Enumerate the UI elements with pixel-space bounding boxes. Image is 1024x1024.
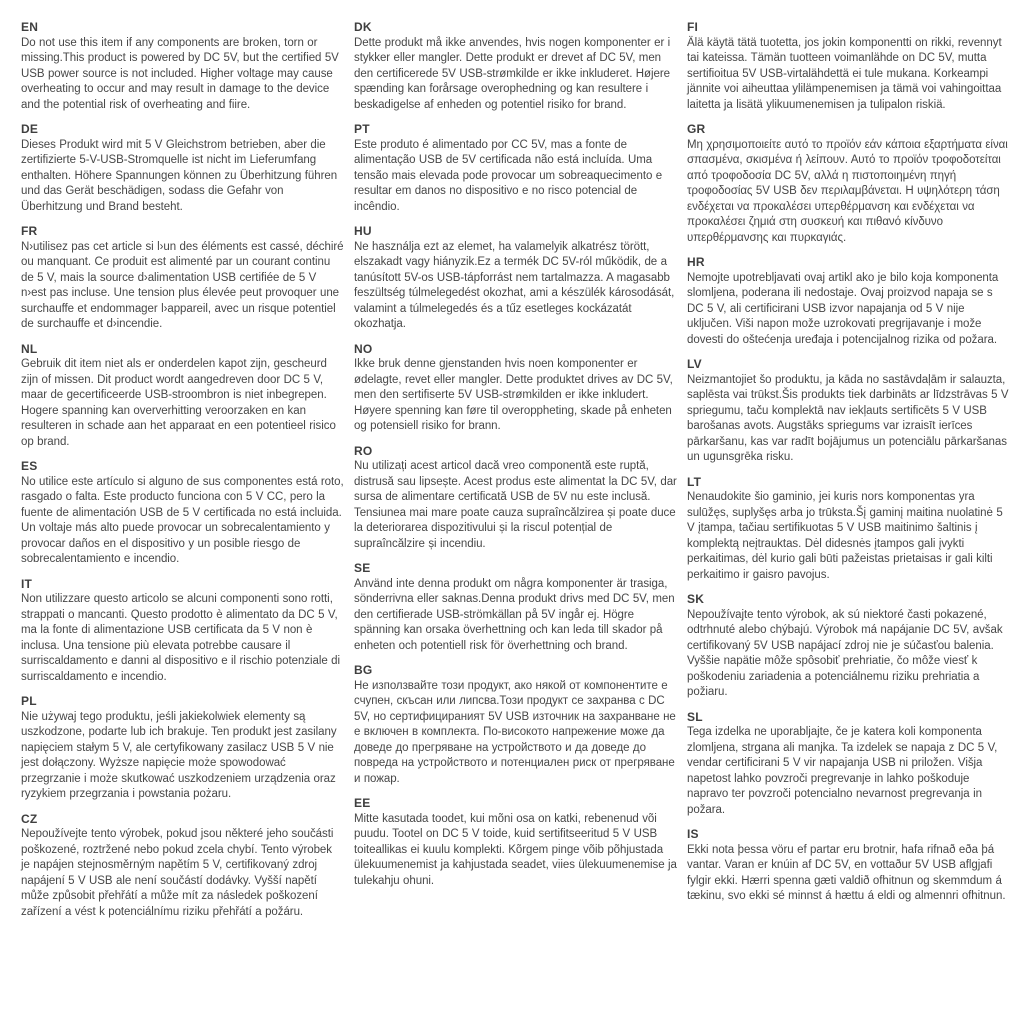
language-warning-text: N›utilisez pas cet article si l›un des éléments est cassé, déchiré ou manquant. Ce produit est alimenté par un courant continu de 5 V, mais la source d›alimentation USB certifiée de 5 V n›est pas incluse. Une tension plus élevée peut provoquer une surchauffe et endommager l›appareil, avec un risque potentiel de surchauffe et d›incendie.	[21, 240, 344, 330]
language-section	[354, 224, 677, 333]
language-code-heading: SE	[354, 561, 371, 575]
language-section	[354, 444, 677, 553]
language-section	[21, 459, 344, 568]
language-code-heading: NO	[354, 341, 373, 356]
language-code-heading: IS	[687, 827, 699, 841]
language-warning-text: Nu utilizați acest articol dacă vreo componentă este ruptă, distrusă sau lipsește. Acest produs este alimentat la DC 5V, dar sursa de alimentare certificată USB de 5V nu este inclusă. Tensiunea mai mare poate cauza supraîncălzirea și poate duce la deteriorarea dispozitivului și la riscul potențial de supraîncălzire și incendiu.	[354, 460, 677, 550]
language-section	[687, 20, 1010, 113]
language-section	[687, 122, 1010, 246]
language-code-heading: EN	[21, 20, 39, 34]
language-section	[354, 796, 677, 889]
language-section	[21, 342, 344, 451]
column-3	[687, 20, 1010, 1004]
language-section	[687, 592, 1010, 701]
language-section	[687, 357, 1010, 466]
language-code-heading: EE	[354, 796, 371, 810]
language-code-heading: IT	[21, 576, 33, 591]
language-warning-text: Neizmantojiet šo produktu, ja kāda no sastāvdaļām ir salauzta, saplēsta vai trūkst.Šis produkts tiek darbināts ar līdzstrāvas 5 V spriegumu, taču komplektā nav iekļauts sertificēts 5 V USB barošanas avots. Augstāks spriegums var izraisīt ierīces pārkaršanu, kas var radīt bojājumus un potenciālu pārkaršanas un ugunsgrēka risku.	[687, 373, 1009, 463]
language-code-heading: ES	[21, 459, 38, 473]
language-warning-text: Nepoužívajte tento výrobok, ak sú niektoré časti pokazené, odtrhnuté alebo chýbajú. Výrobok má napájanie DC 5V, avšak certifikovaný 5V USB napájací zdroj nie je súčasťou balenia. Vyššie napätie môže spôsobiť prehriatie, čo môže viesť k poškodeniu zariadenia a potenciálnemu riziku prehriatia a požiaru.	[687, 608, 1003, 698]
language-warning-text: Μη χρησιμοποιείτε αυτό το προϊόν εάν κάποια εξαρτήματα είναι σπασμένα, σκισμένα ή λείπουν. Αυτό το προϊόν τροφοδοτείται από τροφοδοσία DC 5V, αλλά η πιστοποιημένη πηγή τροφοδοσίας 5V USB δεν περιλαμβάνεται. Η υψηλότερη τάση ενδέχεται να προκαλέσει υπερθέρμανση και ενδέχεται να προκαλέσει ζημιά στη συσκευή και πιθανό κίνδυνο υπερθέρμανσης και πυρκαγιάς.	[687, 138, 1008, 244]
language-section	[21, 224, 344, 333]
language-warning-text: Este produto é alimentado por CC 5V, mas a fonte de alimentação USB de 5V certificada não está incluída. Uma tensão mais elevada pode provocar um sobreaquecimento e resultar em danos no dispositivo e no risco potencial de incêndio.	[354, 138, 663, 213]
language-code-heading: DE	[21, 122, 39, 136]
language-code-heading: HU	[354, 224, 372, 238]
language-warning-text: Nepoužívejte tento výrobek, pokud jsou některé jeho součásti poškozené, roztržené nebo pokud zcela chybí. Tento výrobek je napájen stejnosměrným napětím 5 V, certifikovaný zdroj napájení 5 V USB ale není součástí dodávky. Vyšší napětí může způsobit přehřátí a může mít za následek poškození zařízení a vést k potenciálnímu riziku přehřátí a požáru.	[21, 828, 334, 918]
language-warning-text: Tega izdelka ne uporabljajte, če je katera koli komponenta zlomljena, strgana ali manjka. Ta izdelek se napaja z DC 5 V, vendar certificirani 5 V vir napajanja USB ni priložen. Višja napetost lahko povzroči pregrevanje in lahko poškoduje napravo ter povzroči potencialno nevarnost pregrevanja in požara.	[687, 726, 998, 816]
language-warning-text: Non utilizzare questo articolo se alcuni componenti sono rotti, strappati o mancanti. Questo prodotto è alimentato da DC 5 V, ma la fonte di alimentazione USB certificata da 5 V non è inclusa. Una tensione più elevata potrebbe causare il surriscaldamento e danni al dispositivo e il rischio potenziale di surriscaldamento e incendio.	[21, 593, 341, 683]
language-warning-text: Nenaudokite šio gaminio, jei kuris nors komponentas yra sulūžęs, suplyšęs arba jo trūksta.Šį gaminį maitina nuolatinė 5 V įtampa, tačiau sertifikuotas 5 V USB maitinimo šaltinis į komplektą neįtrauktas. Dėl didesnės įtampos gali įvykti perkaitimas, dėl kurio gali būti pažeistas prietaisas ir gali kilti perkaitimo ir gaisro pavojus.	[687, 491, 1003, 581]
language-warning-text: Не използвайте този продукт, ако някой от компонентите е счупен, скъсан или липсва.Този продукт се захранва с DC 5V, но сертифицираният 5V USB източник на захранване не е включен в комплекта. По-високото напрежение може да доведе до прегряване на устройството и да доведе до повреда на устройството и потенциален риск от прегряване и пожар.	[354, 679, 676, 785]
column-1	[21, 20, 344, 1004]
language-section	[687, 827, 1010, 905]
language-code-heading: DK	[354, 20, 372, 34]
language-section	[354, 20, 677, 113]
language-section	[21, 694, 344, 803]
language-warning-text: Älä käytä tätä tuotetta, jos jokin komponentti on rikki, revennyt tai kateissa. Tämän tuotteen voimanlähde on DC 5V, mutta sertifioitua 5V USB-virtalähdettä ei tule mukana. Korkeampi jännite voi aiheuttaa ylilämpenemisen ja tämä voi vahingoittaa laitetta ja lisätä ylikuumenemisen ja tulipalon riskiä.	[687, 36, 1002, 111]
language-section	[21, 812, 344, 921]
language-section	[354, 122, 677, 215]
language-warning-text: Använd inte denna produkt om några komponenter är trasiga, sönderrivna eller saknas.Denna produkt drivs med DC 5V, men den certifierade USB-strömkällan på 5V ingår ej. Högre spänning kan orsaka överhettning och kan leda till skador på enheten och potentiell risk för överhettning och brand.	[354, 577, 675, 652]
language-section	[21, 122, 344, 215]
language-warning-text: Do not use this item if any components are broken, torn or missing.This product is powered by DC 5V, but the certified 5V USB power source is not included. Higher voltage may cause overheating to occur and may result in damage to the device and the potential risk of overheating and fiire.	[21, 36, 339, 111]
language-warning-text: Dieses Produkt wird mit 5 V Gleichstrom betrieben, aber die zertifizierte 5-V-USB-Stromquelle ist nicht im Lieferumfang enthalten. Höhere Spannungen können zu Überhitzung führen und das Gerät beschädigen, sodass die Gefahr von Überhitzung und Brand besteht.	[21, 138, 338, 213]
language-code-heading: FI	[687, 20, 699, 34]
column-2	[354, 20, 677, 1004]
language-code-heading: SL	[687, 709, 703, 724]
language-code-heading: LT	[687, 474, 702, 489]
language-warning-text: Nemojte upotrebljavati ovaj artikl ako je bilo koja komponenta slomljena, poderana ili nedostaje. Ovaj proizvod napaja se s DC 5 V, ali certificirani USB izvor napajanja od 5 V nije uključen. Viši napon može uzrokovati pregrijavanje i može dovesti do oštećenja uređaja i potencijalnog rizika od požara.	[687, 271, 999, 346]
language-warning-text: Ekki nota þessa vöru ef partar eru brotnir, hafa rifnað eða þá vantar. Varan er knúin af DC 5V, en vottaður 5V USB aflgjafi fylgir ekki. Hærri spenna gæti valdið ofhitnun og skemmdum á tækinu, svo ekki sé minnst á hættu á eldi og almennri ofhitnun.	[687, 843, 1006, 902]
language-code-heading: FR	[21, 224, 38, 238]
language-warning-text: Dette produkt må ikke anvendes, hvis nogen komponenter er i stykker eller mangler. Dette produkt er drevet af DC 5V, men den certificerede 5V USB-strømkilde er ikke inkluderet. Højere spænding kan forårsage overophedning og kan resultere i beskadigelse af enheden og potentiel risiko for brand.	[354, 36, 671, 111]
language-warning-text: Mitte kasutada toodet, kui mõni osa on katki, rebenenud või puudu. Tootel on DC 5 V toide, kuid sertifitseeritud 5 V USB toiteallikas ei kuulu komplekti. Kõrgem pinge võib põhjustada ülekuumenemist ja kahjustada seadet, viies ülekuumenemise ja tulekahju ohuni.	[354, 812, 677, 887]
language-code-heading: PL	[21, 694, 37, 708]
language-section	[354, 663, 677, 787]
language-warning-text: Ikke bruk denne gjenstanden hvis noen komponenter er ødelagte, revet eller mangler. Dette produktet drives av DC 5V, men den sertifiserte 5V USB-strømkilden er ikke inkludert. Høyere spenning kan føre til overoppheting, skade på enheten og potensiell risiko for brann.	[354, 358, 673, 432]
language-section	[21, 20, 344, 113]
language-section	[687, 475, 1010, 584]
language-code-heading: GR	[687, 122, 706, 136]
language-section	[687, 255, 1010, 348]
language-code-heading: RO	[354, 443, 373, 458]
language-warning-text: No utilice este artículo si alguno de sus componentes está roto, rasgado o falta. Este producto funciona con 5 V CC, pero la fuente de alimentación USB de 5 V certificada no está incluida. Un voltaje más alto puede provocar un sobrecalentamiento y provocar daños en el dispositivo y un posible riesgo de sobrecalentamiento e incendio.	[21, 475, 344, 565]
language-code-heading: CZ	[21, 811, 38, 826]
language-section	[21, 577, 344, 686]
language-code-heading: SK	[687, 592, 705, 606]
language-warning-text: Nie używaj tego produktu, jeśli jakiekolwiek elementy są uszkodzone, podarte lub ich brakuje. Ten produkt jest zasilany napięciem stałym 5 V, ale certyfikowany zasilacz USB 5 V nie jest dołączony. Wyższe napięcie może spowodować przegrzanie i może skutkować uszkodzeniem urządzenia oraz ryzykiem przegrzania i powstania pożaru.	[21, 710, 337, 800]
language-code-heading: BG	[354, 663, 373, 677]
language-code-heading: HR	[687, 255, 705, 269]
language-code-heading: LV	[687, 357, 702, 371]
language-warning-text: Ne használja ezt az elemet, ha valamelyik alkatrész törött, elszakadt vagy hiányzik.Ez a termék DC 5V-ról működik, de a tanúsított 5V-os USB-tápforrást nem tartalmazza. A magasabb feszültség túlmelegedést okozhat, ami a készülék károsodását, valamint a túlmelegedés és a tűz esetleges kockázatát okozhatja.	[354, 240, 675, 330]
language-warning-text: Gebruik dit item niet als er onderdelen kapot zijn, gescheurd zijn of missen. Dit product wordt aangedreven door DC 5 V, maar de gecertificeerde USB-stroombron is niet inbegrepen. Hogere spanning kan oververhitting veroorzaken en kan resulteren in schade aan het apparaat en een potentieel risico op brand.	[21, 358, 336, 448]
language-code-heading: NL	[21, 341, 38, 356]
language-code-heading: PT	[354, 122, 370, 136]
language-section	[354, 342, 677, 435]
language-section	[687, 710, 1010, 819]
language-section	[354, 561, 677, 654]
